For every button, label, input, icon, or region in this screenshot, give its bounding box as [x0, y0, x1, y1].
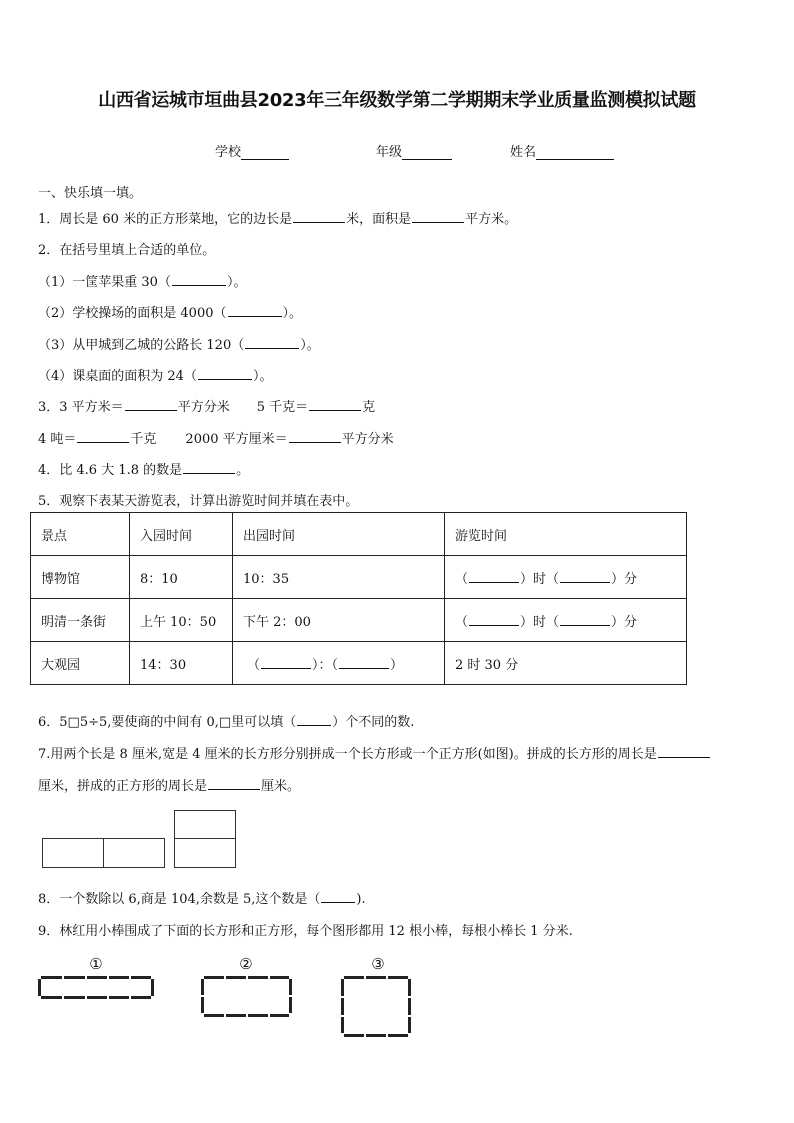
- header-in: 入园时间: [130, 513, 233, 556]
- q7-text-b: 厘米，拼成的正方形的周长是: [38, 779, 208, 794]
- school-field: [215, 141, 289, 160]
- q3-blank-4[interactable]: [289, 429, 341, 443]
- q1-text-a: 1．周长是 60 米的正方形菜地，它的边长是: [38, 212, 293, 227]
- grade-blank[interactable]: [402, 145, 452, 160]
- question-3-line-1: [38, 396, 375, 415]
- paren-open: （: [455, 571, 469, 587]
- question-2-item-2: [38, 302, 302, 321]
- question-9: 9．林红用小棒围成了下面的长方形和正方形，每个图形都用 12 根小棒，每根小棒长 1 分米.: [38, 924, 573, 939]
- q8-blank[interactable]: [321, 889, 355, 903]
- hour-text: ）时（: [520, 571, 560, 587]
- paren-close: ）: [390, 657, 404, 673]
- q3-l2-a: 4 吨＝: [38, 432, 77, 447]
- table-row: [31, 642, 687, 685]
- paren-open: （: [247, 657, 261, 673]
- question-2-stem: 2．在括号里填上合适的单位。: [38, 243, 216, 258]
- school-label: 学校: [215, 145, 242, 160]
- name-field: [510, 141, 614, 160]
- header-place: 景点: [31, 513, 130, 556]
- cell-in: 上午 10：50: [130, 599, 233, 642]
- q2-item1-pre: （1）一筐苹果重 30（: [38, 275, 171, 290]
- q1-text-b: 米，面积是: [346, 212, 412, 227]
- question-5-stem: 5．观察下表某天游览表，计算出游览时间并填在表中。: [38, 494, 359, 509]
- table-header-row: [31, 513, 687, 556]
- q3-blank-1[interactable]: [125, 397, 177, 411]
- question-6: [38, 711, 414, 730]
- q8-text-a: 8．一个数除以 6,商是 104,余数是 5,这个数是（: [38, 892, 321, 907]
- rect-figure-left: [42, 838, 104, 868]
- q6-text-b: ）个不同的数.: [332, 715, 415, 730]
- q2-item3-post: ）。: [300, 338, 320, 353]
- hour-blank[interactable]: [469, 569, 519, 583]
- q2-item2-blank[interactable]: [228, 303, 282, 317]
- page-title: 山西省运城市垣曲县2023年三年级数学第二学期期末学业质量监测模拟试题: [98, 90, 696, 111]
- question-4: [38, 459, 249, 478]
- q1-blank-side[interactable]: [293, 209, 345, 223]
- minute-text: ）分: [611, 614, 638, 630]
- q3-l2-c: 2000 平方厘米＝: [185, 432, 288, 447]
- q2-item4-pre: （4）课桌面的面积为 24（: [38, 369, 197, 384]
- q8-text-b: ).: [356, 892, 366, 907]
- header-duration: 游览时间: [445, 513, 687, 556]
- table-row: [31, 599, 687, 642]
- q3-l2-b: 千克: [130, 432, 157, 447]
- q2-item4-blank[interactable]: [198, 366, 252, 380]
- q3-blank-2[interactable]: [309, 397, 361, 411]
- q2-item2-pre: （2）学校操场的面积是 4000（: [38, 306, 227, 321]
- name-label: 姓名: [510, 145, 537, 160]
- minute-blank[interactable]: [560, 569, 610, 583]
- q3-l1-b: 平方分米: [177, 400, 230, 415]
- q2-item1-post: ）。: [226, 275, 247, 290]
- q7-text-c: 厘米。: [261, 779, 301, 794]
- question-3-line-2: [38, 428, 394, 447]
- grade-field: [376, 141, 452, 160]
- cell-duration: 2 时 30 分: [445, 642, 687, 685]
- question-7-line-1: [38, 743, 711, 762]
- square-figure-top: [174, 810, 236, 839]
- cell-out: 10：35: [233, 556, 445, 599]
- colon-text: ）：（: [312, 657, 339, 673]
- section-heading: 一、快乐填一填。: [38, 186, 143, 201]
- question-2-item-1: [38, 271, 246, 290]
- cell-place: 大观园: [31, 642, 130, 685]
- grade-label: 年级: [376, 145, 403, 160]
- cell-in: 14：30: [130, 642, 233, 685]
- q3-blank-3[interactable]: [77, 429, 129, 443]
- q2-item3-blank[interactable]: [245, 335, 299, 349]
- q3-l1-c: 5 千克＝: [256, 400, 309, 415]
- square-figure-bottom: [174, 838, 236, 868]
- name-blank[interactable]: [536, 145, 614, 160]
- q4-text-a: 4．比 4.6 大 1.8 的数是: [38, 463, 183, 478]
- q4-text-b: 。: [236, 463, 250, 478]
- cell-place: 明清一条街: [31, 599, 130, 642]
- q1-blank-area[interactable]: [412, 209, 464, 223]
- hour-blank[interactable]: [469, 612, 519, 626]
- question-2-item-4: [38, 365, 272, 384]
- q3-l1-a: 3．3 平方米＝: [38, 400, 124, 415]
- q2-item2-post: ）。: [282, 306, 303, 321]
- school-blank[interactable]: [241, 145, 289, 160]
- q1-text-c: 平方米。: [465, 212, 518, 227]
- q6-blank[interactable]: [297, 712, 331, 726]
- q4-blank[interactable]: [183, 460, 235, 474]
- figure-3-label: ③: [371, 955, 385, 973]
- cell-duration: [445, 599, 687, 642]
- question-7-line-2: [38, 775, 300, 794]
- minute-text: ）分: [611, 571, 638, 587]
- header-out: 出园时间: [233, 513, 445, 556]
- table-row: [31, 556, 687, 599]
- cell-in: 8：10: [130, 556, 233, 599]
- cell-out: 下午 2：00: [233, 599, 445, 642]
- hour-text: ）时（: [520, 614, 560, 630]
- out-minute-blank[interactable]: [339, 655, 389, 669]
- q2-item4-post: ）。: [252, 369, 273, 384]
- q7-blank-square[interactable]: [208, 776, 260, 790]
- cell-out: [233, 642, 445, 685]
- paren-open: （: [455, 614, 469, 630]
- figure-2-label: ②: [239, 955, 253, 973]
- question-2-item-3: [38, 334, 320, 353]
- q2-item3-pre: （3）从甲城到乙城的公路长 120（: [38, 338, 245, 353]
- question-1: [38, 208, 517, 227]
- minute-blank[interactable]: [560, 612, 610, 626]
- tour-table: [30, 512, 687, 685]
- q2-item1-blank[interactable]: [172, 272, 226, 286]
- q7-text-a: 7.用两个长是 8 厘米,宽是 4 厘米的长方形分别拼成一个长方形或一个正方形(如图)。拼成的长方形的周长是: [38, 747, 657, 762]
- question-8: [38, 888, 366, 907]
- q3-l1-d: 克: [362, 400, 376, 415]
- out-hour-blank[interactable]: [261, 655, 311, 669]
- q6-text-a: 6．5□5÷5,要使商的中间有 0,□里可以填（: [38, 715, 297, 730]
- cell-duration: [445, 556, 687, 599]
- rect-figure-right: [103, 838, 165, 868]
- figure-1-label: ①: [89, 955, 103, 973]
- q3-l2-d: 平方分米: [341, 432, 394, 447]
- q7-blank-rect[interactable]: [658, 744, 710, 758]
- cell-place: 博物馆: [31, 556, 130, 599]
